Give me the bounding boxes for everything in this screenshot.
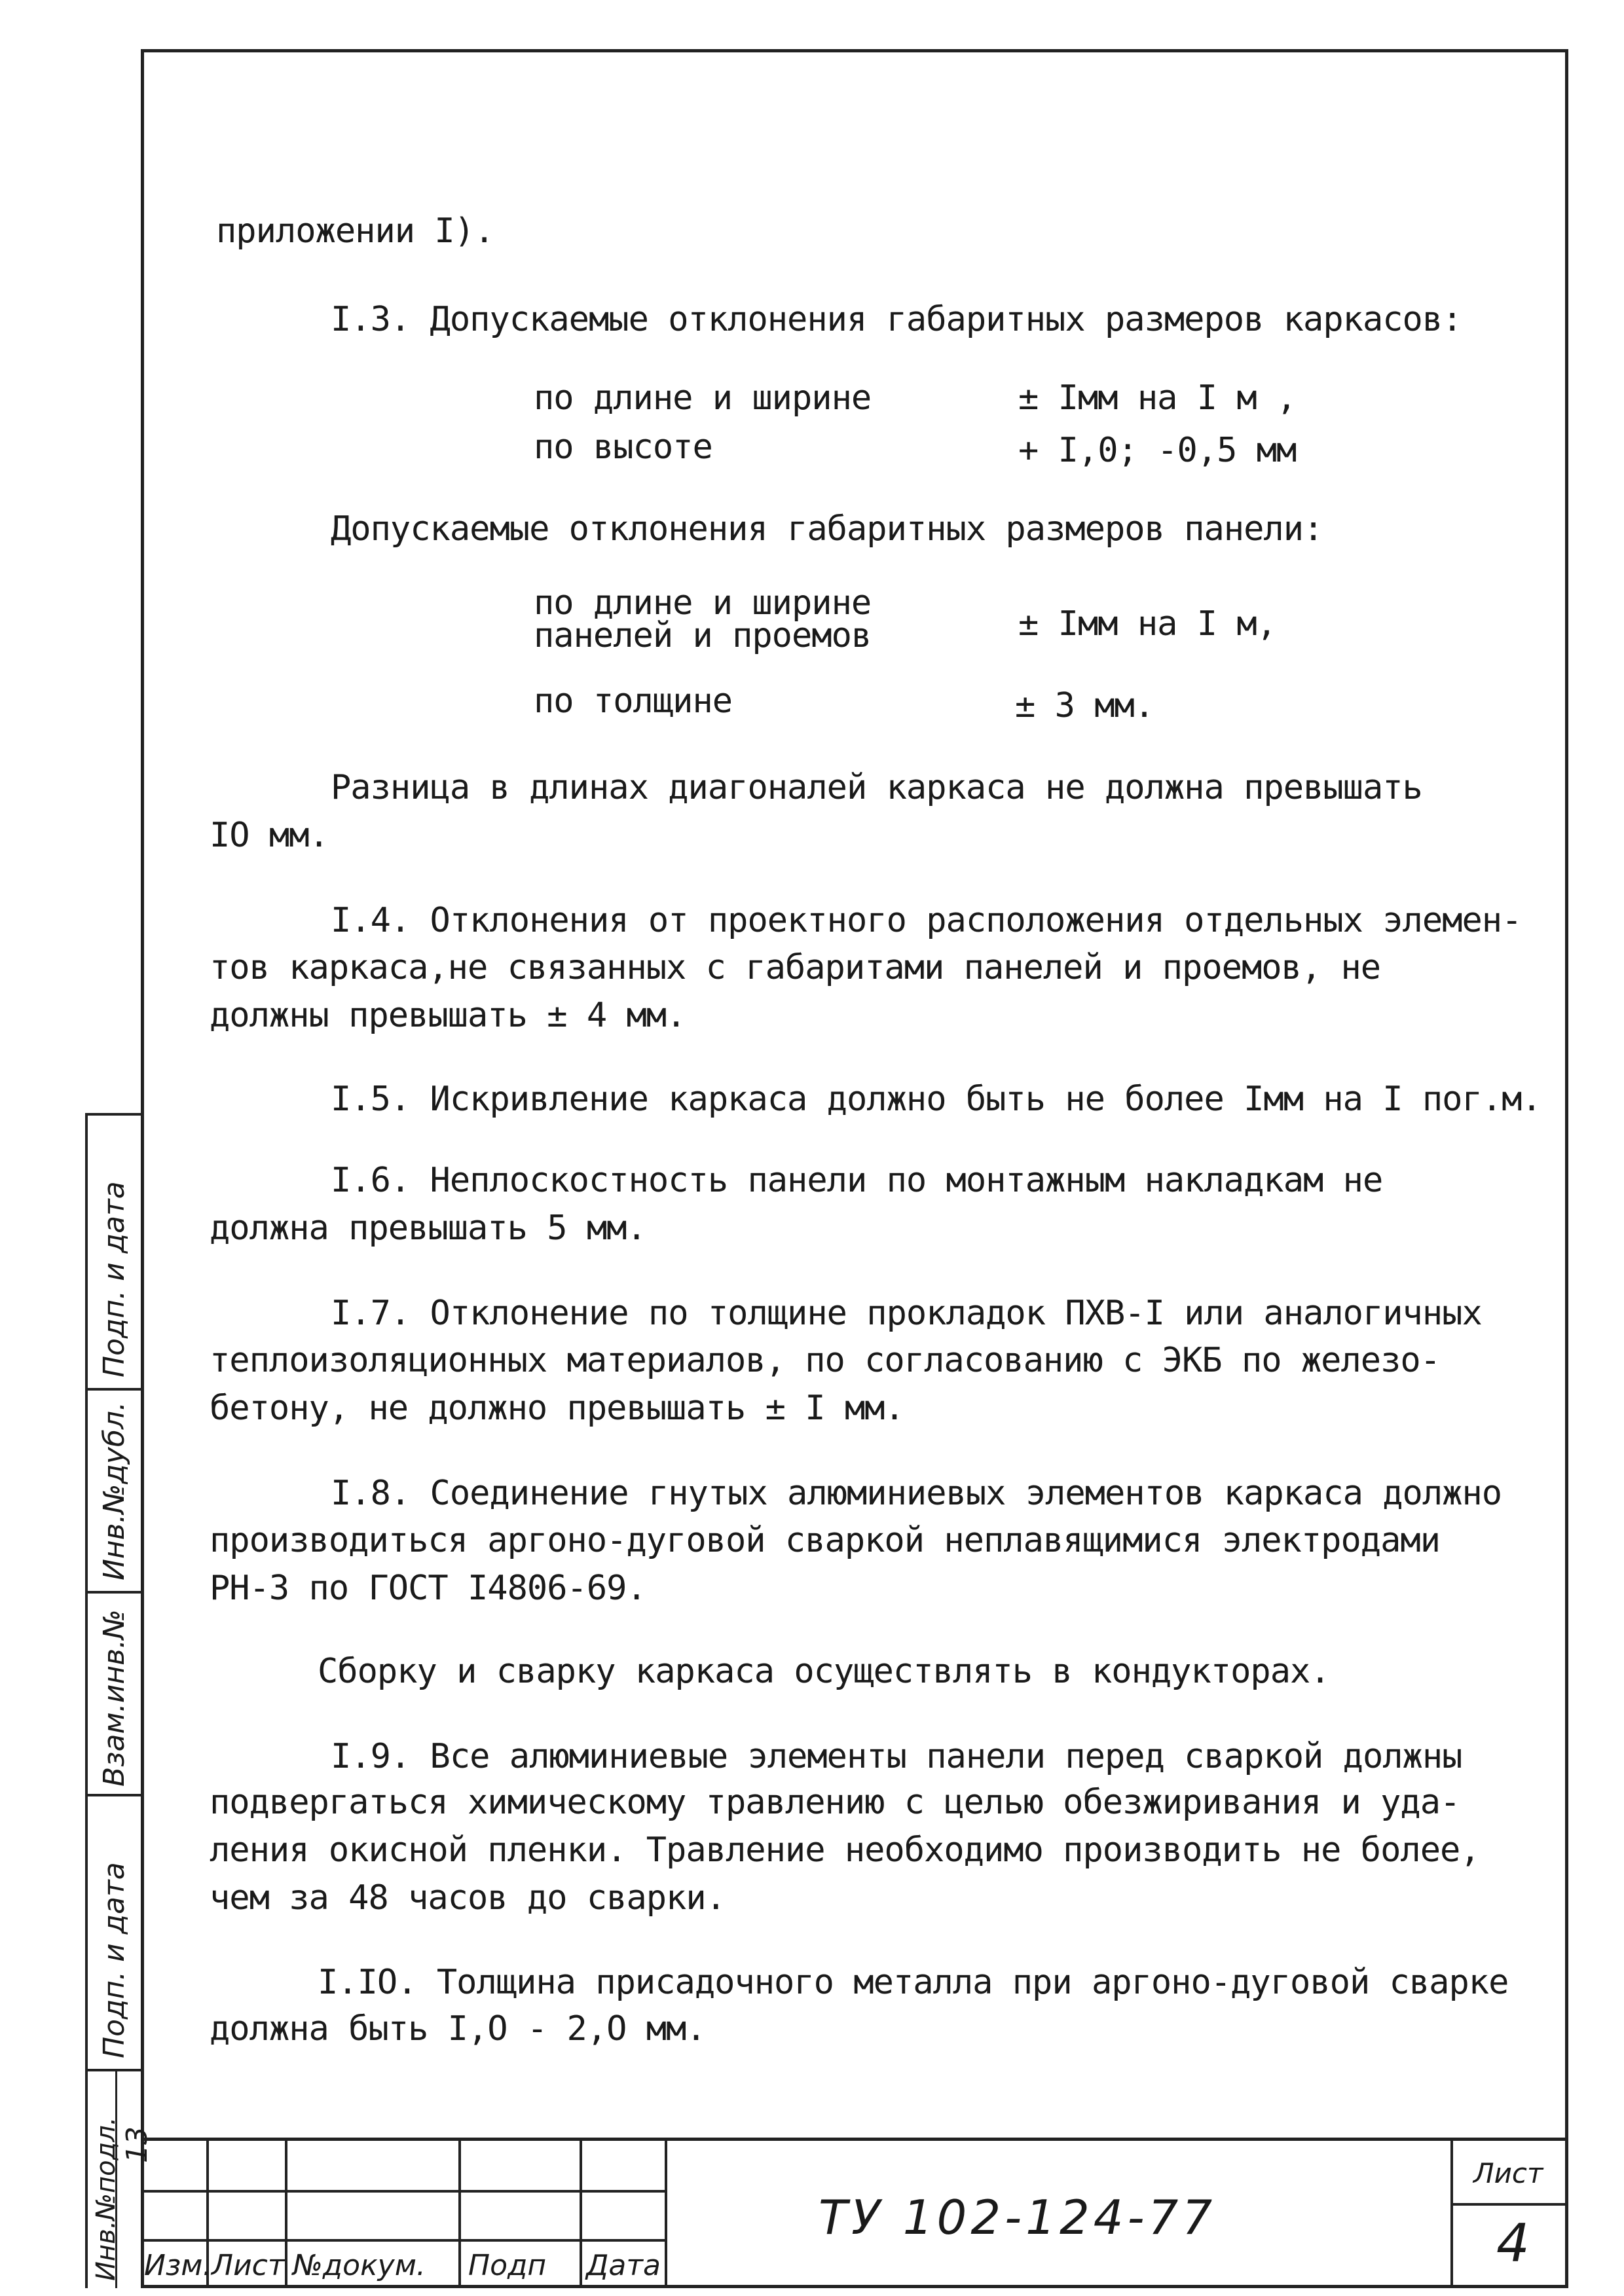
- side-cell: [88, 1794, 143, 2069]
- col-data: Дата: [586, 2249, 661, 2282]
- text-line: I.5. Искривление каркаса должно быть не более Iмм на I пог.м.: [331, 1080, 1541, 1119]
- text-line: по длине и ширине: [534, 583, 872, 623]
- text-line: I.4. Отклонения от проектного расположения отдельных элемен-: [331, 901, 1522, 940]
- side-strip: [85, 1113, 154, 2288]
- doc-code: ТУ 102-124-77: [819, 2190, 1217, 2245]
- side-value: 13: [120, 2126, 154, 2163]
- side-label: Подп. и дата: [98, 1862, 131, 2058]
- text-line: по толщине: [534, 682, 733, 721]
- text-line: I.8. Соединение гнутых алюминиевых элементов каркаса должно: [331, 1474, 1502, 1513]
- col-izm: Изм.: [144, 2249, 212, 2282]
- text-line: должна превышать 5 мм.: [210, 1209, 646, 1248]
- text-line: теплоизоляционных материалов, по согласованию с ЭКБ по железо-: [210, 1341, 1441, 1380]
- text-line: I.9. Все алюминиевые элементы панели перед сваркой должны: [331, 1737, 1462, 1776]
- text-line: I.7. Отклонение по толщине прокладок ПХВ-I или аналогичных: [331, 1294, 1482, 1333]
- text-line: панелей и проемов: [534, 616, 872, 655]
- tb-row-line: [141, 2239, 665, 2242]
- side-label: Инв.№подл.: [91, 2117, 121, 2281]
- text-line: Разница в длинах диагоналей каркаса не должна превышать: [331, 768, 1422, 807]
- text-line: + I,0; -0,5 мм: [1018, 431, 1297, 470]
- text-line: должны превышать ± 4 мм.: [210, 996, 686, 1035]
- text-line: чем за 48 часов до сварки.: [210, 1878, 726, 1918]
- sheet-number: 4: [1496, 2213, 1530, 2274]
- side-label: Взам.инв.№: [98, 1609, 131, 1787]
- side-cell: [88, 1388, 143, 1591]
- tb-row-line: [1450, 2203, 1568, 2206]
- text-line: Сборку и сварку каркаса осуществлять в кондукторах.: [318, 1652, 1330, 1691]
- text-line: должна быть I,O - 2,O мм.: [210, 2009, 706, 2049]
- text-line: I.3. Допускаемые отклонения габаритных размеров каркасов:: [331, 300, 1462, 339]
- tb-divider: [665, 2141, 667, 2288]
- text-line: ления окисной пленки. Травление необходимо производить не более,: [210, 1831, 1480, 1870]
- text-line: подвергаться химическому травлению с целью обезжиривания и уда-: [210, 1783, 1460, 1822]
- text-line: производиться аргоно-дуговой сваркой неплавящимися электродами: [210, 1521, 1441, 1560]
- tb-divider: [580, 2141, 582, 2288]
- text-line: бетону, не должно превышать ± I мм.: [210, 1389, 904, 1428]
- text-line: тов каркаса,не связанных с габаритами панелей и проемов, не: [210, 948, 1381, 987]
- text-line: ± 3 мм.: [1015, 686, 1154, 725]
- col-doc: №докум.: [293, 2249, 426, 2282]
- text-line: РН-3 по ГОСТ I4806-69.: [210, 1569, 646, 1608]
- text-line: приложении I).: [216, 211, 494, 251]
- side-label: Подп. и дата: [98, 1181, 131, 1377]
- tb-divider: [285, 2141, 287, 2288]
- side-divider: [115, 2069, 117, 2288]
- text-line: по длине и ширине: [534, 378, 872, 418]
- tb-divider: [458, 2141, 461, 2288]
- col-list: Лист: [212, 2249, 285, 2282]
- text-line: I.IO. Толщина присадочного металла при аргоно-дуговой сварке: [318, 1963, 1509, 2002]
- title-block: [141, 2138, 1568, 2288]
- side-label: Инв.№дубл.: [98, 1401, 131, 1580]
- text-line: по высоте: [534, 428, 712, 467]
- text-line: ± Iмм на I м ,: [1018, 378, 1297, 418]
- text-line: Допускаемые отклонения габаритных размеров панели:: [331, 509, 1323, 549]
- text-line: I.6. Неплоскостность панели по монтажным накладкам не: [331, 1161, 1383, 1200]
- col-podp: Подп: [468, 2249, 547, 2282]
- tb-divider: [1450, 2141, 1453, 2288]
- text-line: ± Iмм на I м,: [1018, 604, 1276, 644]
- side-cell: [88, 1591, 143, 1794]
- tb-row-line: [141, 2190, 665, 2193]
- sheet-label: Лист: [1473, 2157, 1543, 2189]
- text-line: IO мм.: [210, 816, 329, 855]
- side-cell: [88, 1113, 143, 1388]
